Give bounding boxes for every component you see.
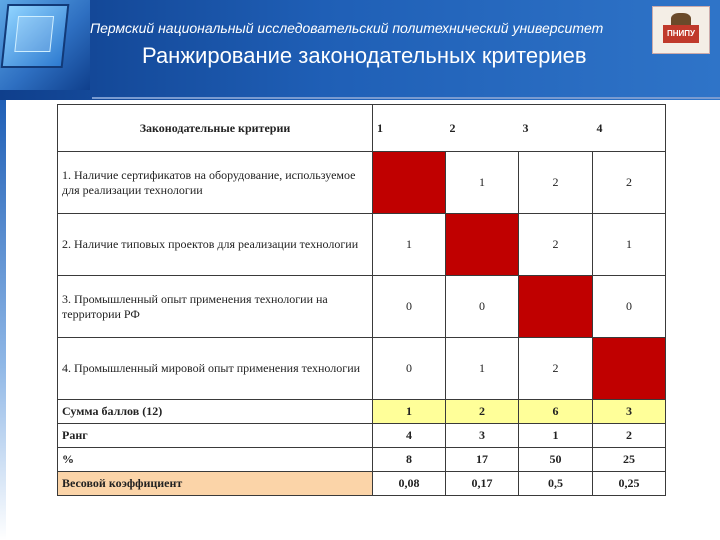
- sum-value: 1: [373, 400, 446, 424]
- rank-value: 3: [446, 424, 519, 448]
- row-label: 3. Промышленный опыт применения технологии на территории РФ: [58, 276, 373, 338]
- weight-value: 0,17: [446, 472, 519, 496]
- weight-value: 0,08: [373, 472, 446, 496]
- matrix-cell: 1: [373, 214, 446, 276]
- table-row: [58, 152, 666, 214]
- percent-value: 17: [446, 448, 519, 472]
- rank-value: 4: [373, 424, 446, 448]
- weight-value: 0,25: [593, 472, 666, 496]
- header-col-4: 4: [593, 105, 666, 152]
- matrix-cell: 2: [519, 338, 593, 400]
- slide-header: [0, 0, 720, 100]
- matrix-cell: 0: [373, 276, 446, 338]
- row-label: 4. Промышленный мировой опыт применения технологии: [58, 338, 373, 400]
- diagonal-cell: [446, 214, 519, 276]
- slide-title: Ранжирование законодательных критериев: [142, 43, 587, 68]
- matrix-cell: 2: [519, 214, 593, 276]
- matrix-cell: 0: [446, 276, 519, 338]
- sum-value: 2: [446, 400, 519, 424]
- matrix-cell: 1: [446, 152, 519, 214]
- title-underline: [92, 97, 720, 99]
- diagonal-cell: [373, 152, 446, 214]
- university-logo: [652, 6, 710, 54]
- matrix-cell: 1: [593, 214, 666, 276]
- row-label: 1. Наличие сертификатов на оборудование, используемое для реализации технологии: [58, 152, 373, 214]
- header-col-1: 1: [373, 105, 446, 152]
- matrix-cell: 2: [519, 152, 593, 214]
- monitor-icon: [1, 4, 70, 68]
- sum-value: 3: [593, 400, 666, 424]
- table-row: [58, 276, 666, 338]
- left-decor-strip: [0, 100, 6, 540]
- sum-value: 6: [519, 400, 593, 424]
- rank-label: Ранг: [58, 424, 373, 448]
- sum-row: [58, 400, 666, 424]
- diagonal-cell: [519, 276, 593, 338]
- row-label: 2. Наличие типовых проектов для реализации технологии: [58, 214, 373, 276]
- table-row: [58, 214, 666, 276]
- matrix-cell: 0: [593, 276, 666, 338]
- percent-value: 50: [519, 448, 593, 472]
- percent-value: 25: [593, 448, 666, 472]
- header-col-2: 2: [446, 105, 519, 152]
- weight-value: 0,5: [519, 472, 593, 496]
- percent-row: [58, 448, 666, 472]
- matrix-cell: 2: [593, 152, 666, 214]
- diagonal-cell: [593, 338, 666, 400]
- header-col-3: 3: [519, 105, 593, 152]
- rank-value: 1: [519, 424, 593, 448]
- sum-label: Сумма баллов (12): [58, 400, 373, 424]
- rank-row: [58, 424, 666, 448]
- matrix-cell: 1: [446, 338, 519, 400]
- percent-value: 8: [373, 448, 446, 472]
- weight-label: Весовой коэффициент: [58, 472, 373, 496]
- percent-label: %: [58, 448, 373, 472]
- university-name: Пермский национальный исследовательский политехнический университет: [90, 20, 604, 36]
- computer-graphic: [0, 0, 90, 90]
- rank-value: 2: [593, 424, 666, 448]
- criteria-ranking-table: [57, 104, 666, 496]
- table-header-row: [58, 105, 666, 152]
- logo-text: ПНИПУ: [666, 29, 695, 38]
- weight-row: [58, 472, 666, 496]
- table-row: [58, 338, 666, 400]
- header-criteria: Законодательные критерии: [58, 105, 373, 152]
- matrix-cell: 0: [373, 338, 446, 400]
